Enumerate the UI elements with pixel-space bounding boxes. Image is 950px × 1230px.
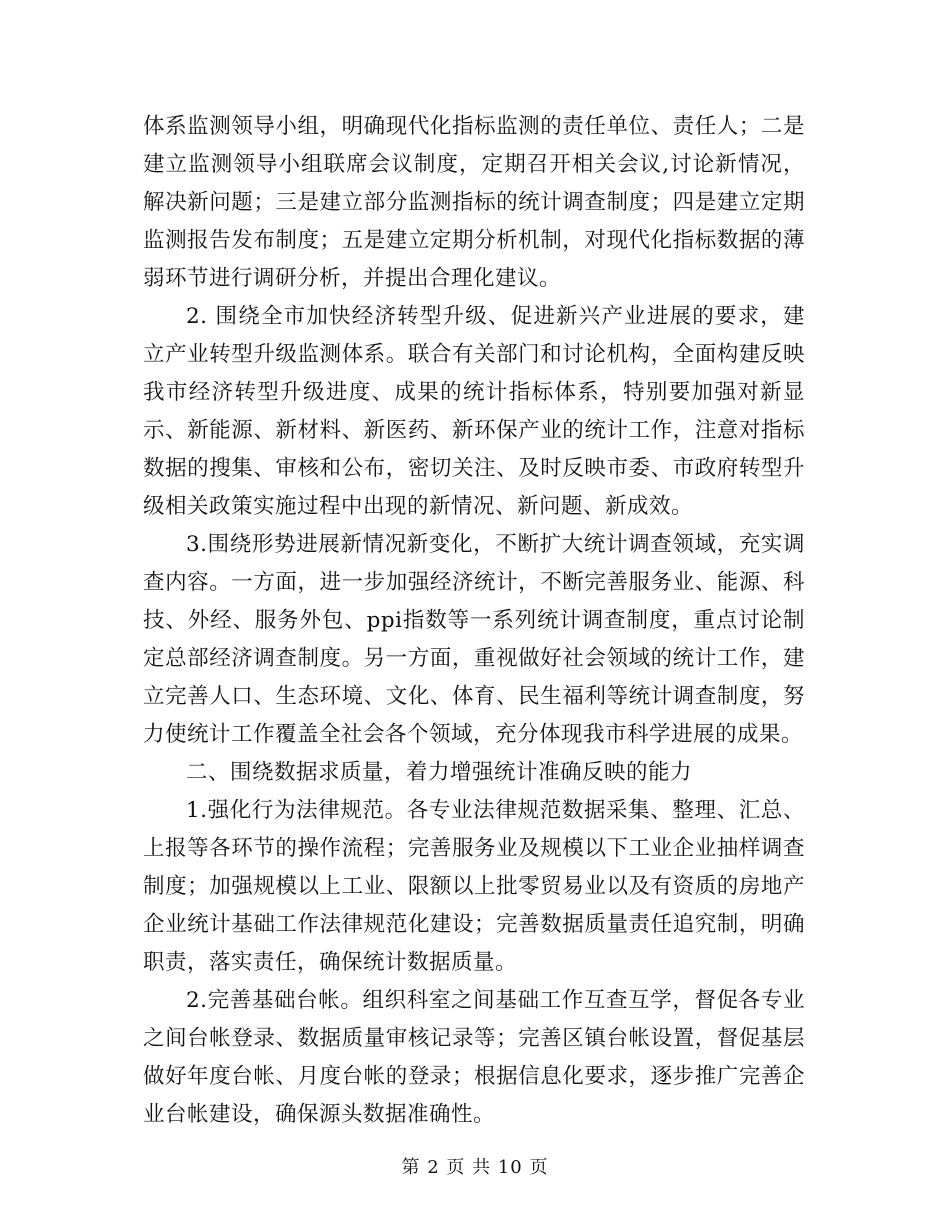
document-body <box>143 108 805 1134</box>
paragraph-item-3: 3.围绕形势进展新情况新变化，不断扩大统计调查领域，充实调查内容。一方面，进一步加强经济统计，不断完善服务业、能源、科技、外经、服务外包、ppi指数等一系列统计调查制度，重点讨论制定总部经济调查制度。另一方面，重视做好社会领域的统计工作，建立完善人口、生态环境、文化、体育、民生福利等统计调查制度，努力使统计工作覆盖全社会各个领域，充分体现我市科学进展的成果。 <box>143 532 805 747</box>
page-number-footer: 第 2 页 共 10 页 <box>401 1157 549 1178</box>
paragraph-continuation: 体系监测领导小组，明确现代化指标监测的责任单位、责任人；二是建立监测领导小组联席会议制度，定期召开相关会议,讨论新情况，解决新问题；三是建立部分监测指标的统计调查制度；四是建立定期监测报告发布制度；五是建立定期分析机制，对现代化指标数据的薄弱环节进行调研分析，并提出合理化建议。 <box>143 114 805 291</box>
paragraph-item-2: 2. 围绕全市加快经济转型升级、促进新兴产业进展的要求，建立产业转型升级监测体系。联合有关部门和讨论机构，全面构建反映我市经济转型升级进度、成果的统计指标体系，特别要加强对新显示、新能源、新材料、新医药、新环保产业的统计工作，注意对指标数据的搜集、审核和公布，密切关注、及时反映市委、市政府转型升级相关政策实施过程中出现的新情况、新问题、新成效。 <box>143 304 805 519</box>
paragraph-item-2-ledger: 2.完善基础台帐。组织科室之间基础工作互查互学，督促各专业之间台帐登录、数据质量审核记录等；完善区镇台帐设置，督促基层做好年度台帐、月度台帐的登录；根据信息化要求，逐步推广完善企业台帐建设，确保源头数据准确性。 <box>143 988 805 1127</box>
section-heading: 二、围绕数据求质量，着力增强统计准确反映的能力 <box>186 760 693 785</box>
paragraph-item-1-law: 1.强化行为法律规范。各专业法律规范数据采集、整理、汇总、上报等各环节的操作流程；完善服务业及规模以下工业企业抽样调查制度；加强规模以上工业、限额以上批零贸易业以及有资质的房地产企业统计基础工作法律规范化建设；完善数据质量责任追究制，明确职责，落实责任，确保统计数据质量。 <box>143 798 805 975</box>
